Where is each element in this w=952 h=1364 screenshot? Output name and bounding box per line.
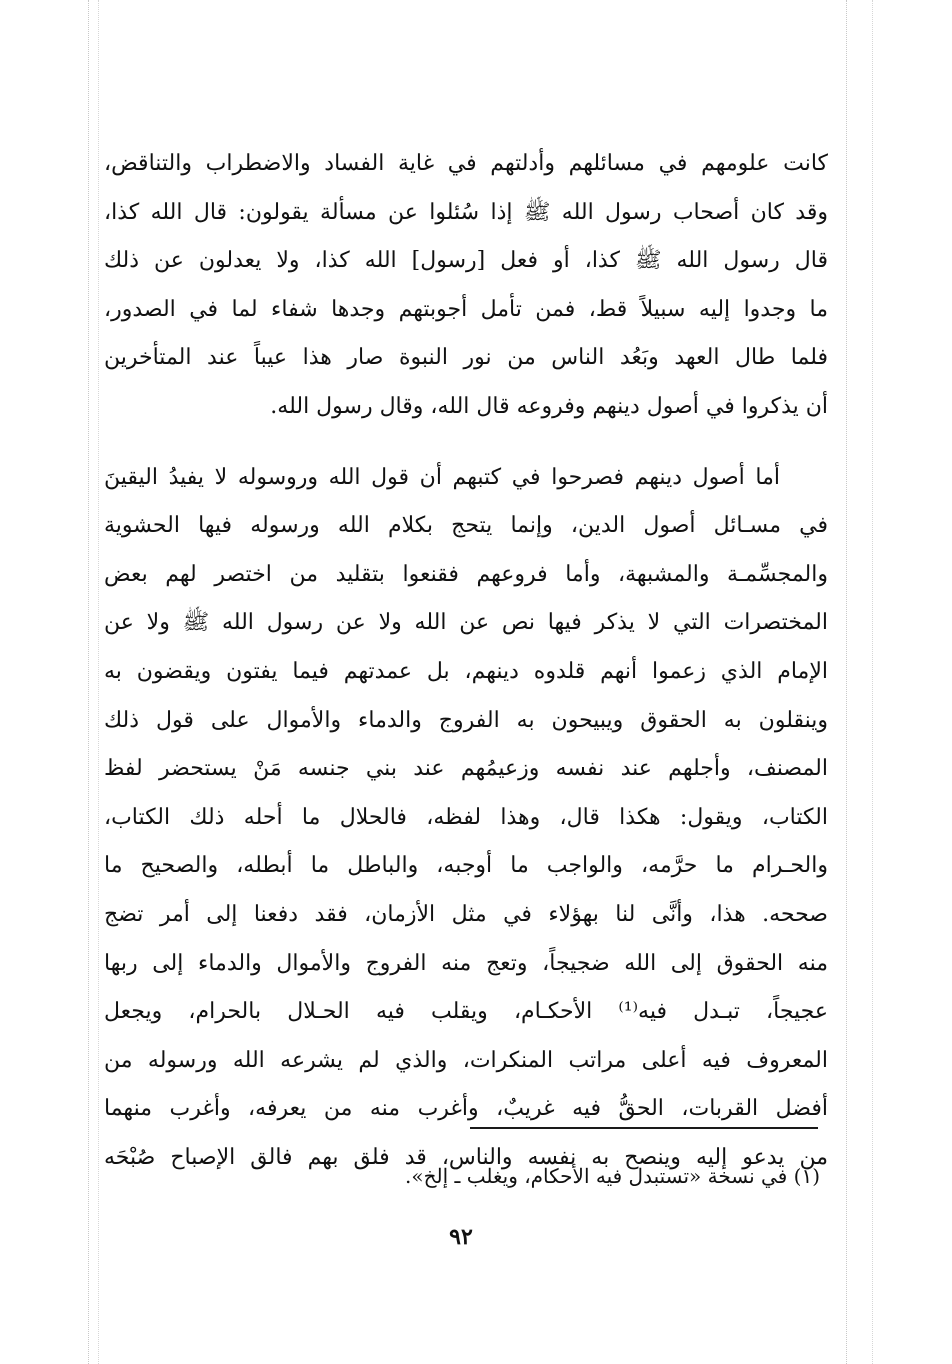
text-line: صححه. هذا، وأنَّى لنا بهؤلاء في مثل الأزمان، فقد دفعنا إلى أمر تضج (104, 901, 828, 927)
text-line: وقد كان أصحاب رسول الله ﷺ إذا سُئلوا عن مسألة يقولون: قال الله كذا، (104, 199, 828, 225)
scan-guide-line (88, 0, 89, 1364)
footnote: (١) في نسخة «تستبدل فيه الأحكام، ويغلب ـ إلخ». (404, 1164, 820, 1188)
scan-guide-line (872, 0, 873, 1364)
text-line: والحـرام ما حرَّمه، والواجب ما أوجبه، والباطل ما أبطله، والصحيح ما (104, 853, 828, 879)
text-line: أن يذكروا في أصول دينهم وفروعه قال الله، وقال رسول الله. (270, 393, 828, 419)
text-line: فلما طال العهد وبَعُد الناس من نور النبوة صار هذا عيباً عند المتأخرين (104, 345, 828, 371)
text-line: المعروف فيه أعلى مراتب المنكرات، والذي لم يشرعه الله ورسوله من (104, 1047, 828, 1073)
text-line: أفضل القربات، الحقُّ فيه غريبٌ، وأغرب منه من يعرفه، وأغرب منهما (104, 1096, 828, 1122)
text-line: عجيجاً، تبـدل فيه⁽¹⁾ الأحكـام، ويقلب فيه الحـلال بالحرام، ويجعل (104, 999, 828, 1025)
text-line: منه الحقوق إلى الله ضجيجاً، وتعج منه الفروج والأموال والدماء إلى ربها (104, 950, 828, 976)
text-line: والمجسِّمـة والمشبهة، وأما فروعهم فقنعوا بتقليد من اختصر لهم بعض (104, 561, 828, 587)
text-line: الكتاب، ويقول: هكذا قال، وهذا لفظه، فالحلال ما أحله ذلك الكتاب، (104, 804, 828, 830)
text-line: في مسـائل أصول الدين، وإنما يتحج بكلام الله ورسوله فيها الحشوية (104, 513, 828, 539)
footnote-separator (470, 1127, 818, 1129)
text-line: من يدعو إليه وينصح به نفسه والناس، قد فلق بهم فالق الإصباح صُبْحَه (104, 1144, 828, 1170)
text-line: المصنف، وأجلهم عند نفسه وزعيمُهم عند بني جنسه مَنْ يستحضر لفظ (104, 756, 828, 782)
text-line: أما أصول دينهم فصرحوا في كتبهم أن قول الله وروسوله لا يفيدُ اليقينَ (104, 464, 780, 490)
text-line: المختصرات التي لا يذكر فيها نص عن الله ولا عن رسول الله ﷺ ولا عن (104, 610, 828, 636)
page-number: ٩٢ (449, 1224, 473, 1250)
text-line: الإمام الذي زعموا أنهم قلدوه دينهم، بل عمدتهم فيما يفتون ويقضون به (104, 658, 828, 684)
text-line: ما وجدوا إليه سبيلاً قط، فمن تأمل أجوبتهم وجدها شفاء لما في الصدور، (104, 296, 828, 322)
scan-guide-line (98, 0, 99, 1364)
text-line: قال رسول الله ﷺ كذا، أو فعل [رسول] الله كذا، ولا يعدلون عن ذلك (104, 248, 828, 274)
text-line: وينقلون به الحقوق ويبيحون به الفروج والدماء والأموال على قول ذلك (104, 707, 828, 733)
scan-guide-line (846, 0, 847, 1364)
paragraph-spacer (104, 432, 828, 454)
main-text (104, 140, 828, 1182)
paragraph-1 (104, 140, 828, 432)
paragraph-2 (104, 454, 828, 1183)
text-line: كانت علومهم في مسائلهم وأدلتهم في غاية الفساد والاضطراب والتناقض، (104, 151, 828, 176)
